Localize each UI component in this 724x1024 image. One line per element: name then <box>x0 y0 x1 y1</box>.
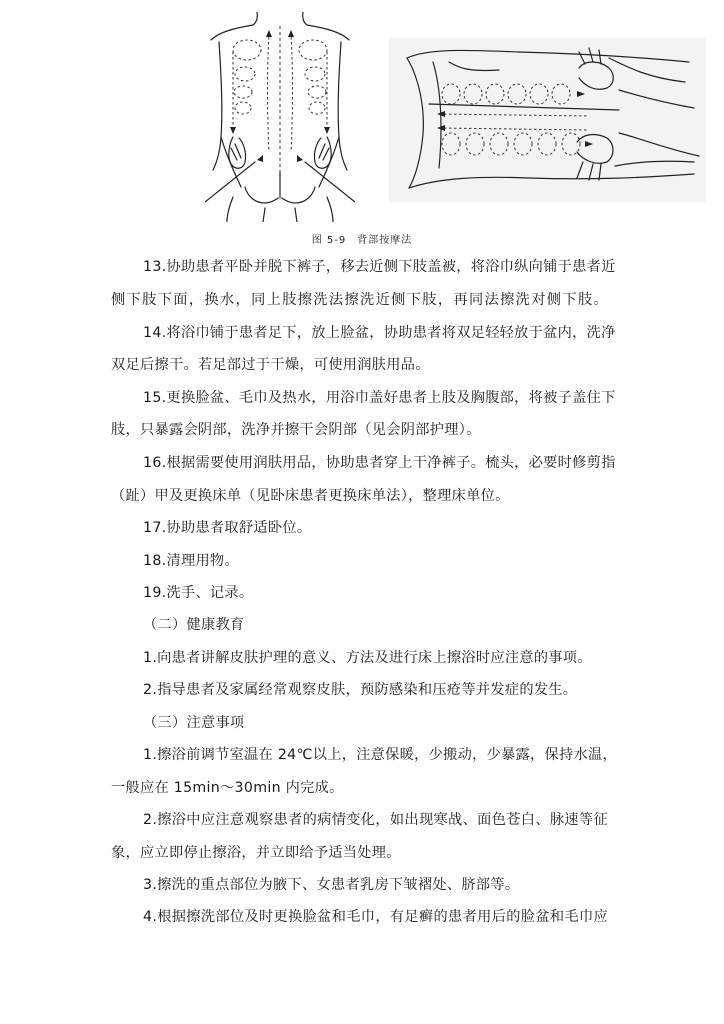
paragraph-line: 4.根据擦洗部位及时更换脸盆和毛巾，有足癣的患者用后的脸盆和毛巾应 <box>143 909 608 925</box>
section-heading: （三）注意事项 <box>143 715 245 731</box>
paragraph-line: 一般应在 15min～30min 内完成。 <box>111 780 344 796</box>
paragraph-line: 象，应立即停止擦浴，并立即给予适当处理。 <box>111 845 401 861</box>
section-heading: （二）健康教育 <box>143 617 245 633</box>
paragraph-line: 3.擦洗的重点部位为腋下、女患者乳房下皱褶处、脐部等。 <box>143 877 520 893</box>
paragraph-line: 18.清理用物。 <box>143 553 239 569</box>
paragraph-line: 2.擦浴中应注意观察患者的病情变化，如出现寒战、面色苍白、脉速等征 <box>143 812 608 828</box>
paragraph-line: 19.洗手、记录。 <box>143 585 254 601</box>
paragraph-line: 17.协助患者取舒适卧位。 <box>143 520 312 536</box>
figure-caption: 图 5-9 背部按摩法 <box>311 235 413 246</box>
paragraph-line: 16.根据需要使用润肤用品，协助患者穿上干净裤子。梳头，必要时修剪指 <box>143 455 616 471</box>
paragraph-line: 1.向患者讲解皮肤护理的意义、方法及进行床上擦浴时应注意的事项。 <box>143 650 592 666</box>
paragraph-line: 13.协助患者平卧并脱下裤子，移去近侧下肢盖被，将浴巾纵向铺于患者近 <box>143 259 616 275</box>
paragraph-line: 1.擦浴前调节室温在 24℃以上，注意保暖，少搬动，少暴露，保持水温， <box>143 747 617 763</box>
paragraph-line: 侧下肢下面，换水，同上肢擦洗法擦洗近侧下肢，再同法擦洗对侧下肢。 <box>111 292 608 308</box>
back-massage-illustration <box>205 12 355 222</box>
paragraph-line: （趾）甲及更换床单（见卧床患者更换床单法），整理床单位。 <box>111 488 510 504</box>
paragraph-line: 15.更换脸盆、毛巾及热水，用浴巾盖好患者上肢及胸腹部，将被子盖住下 <box>143 390 616 406</box>
side-lying-back-rub-illustration <box>389 38 706 202</box>
paragraph-line: 肢，只暴露会阴部，洗净并擦干会阴部（见会阴部护理）。 <box>111 422 481 438</box>
paragraph-line: 14.将浴巾铺于患者足下，放上脸盆，协助患者将双足轻轻放于盆内，洗净 <box>143 325 616 341</box>
paragraph-line: 双足后擦干。若足部过于干燥，可使用润肤用品。 <box>111 357 430 373</box>
paragraph-line: 2.指导患者及家属经常观察皮肤，预防感染和压疮等并发症的发生。 <box>143 682 578 698</box>
